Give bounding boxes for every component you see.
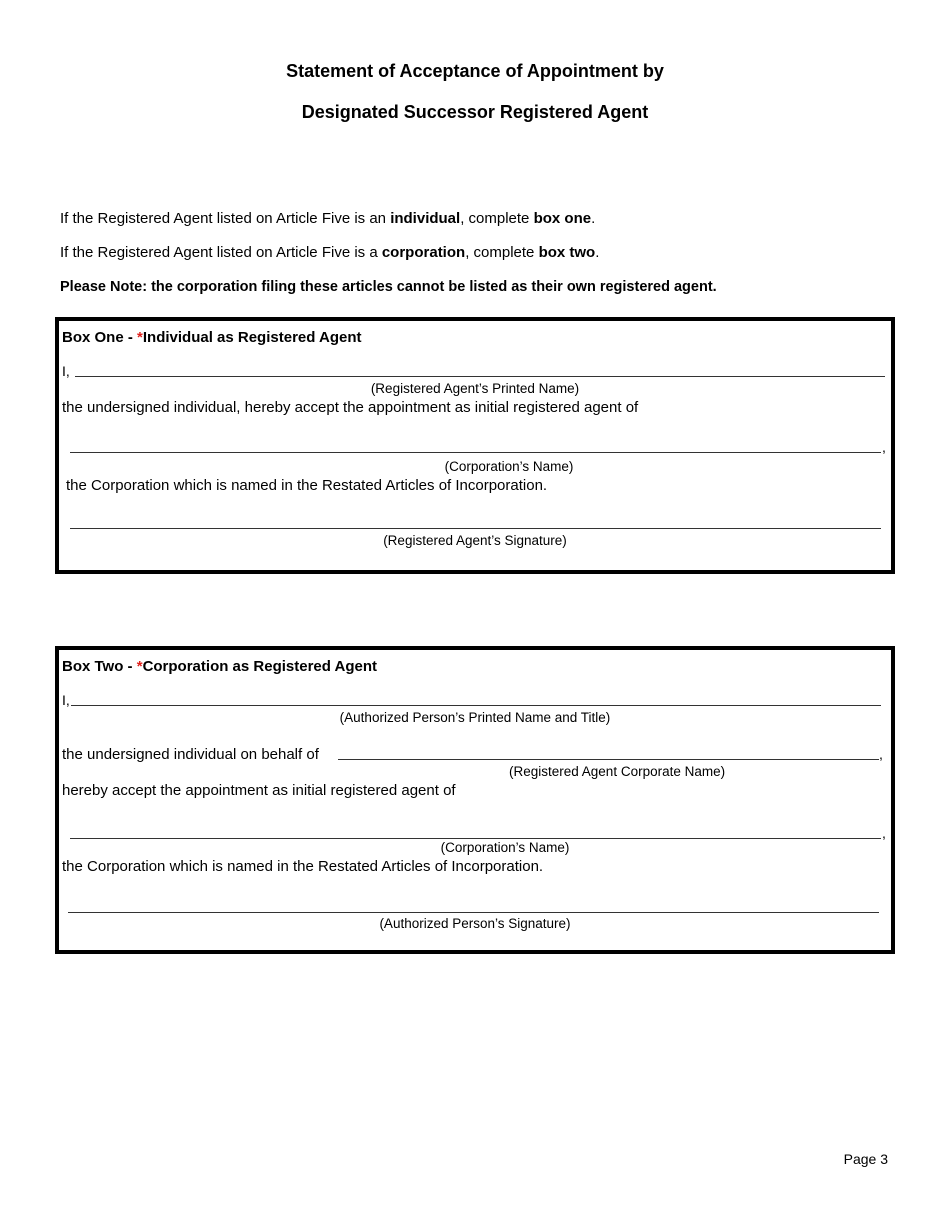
registered-agent-corporate-name-caption: (Registered Agent Corporate Name)	[509, 764, 726, 779]
box-two-title	[62, 658, 377, 675]
registered-agent-signature-line[interactable]	[70, 528, 881, 529]
box-two	[55, 646, 895, 954]
registered-agent-signature-caption: (Registered Agent’s Signature)	[383, 533, 567, 548]
required-asterisk: *	[137, 329, 143, 346]
box-two-behalf-comma: ,	[879, 746, 883, 762]
page-number: Page 3	[843, 1151, 888, 1167]
box-one-accept-text: the undersigned individual, hereby accept the appointment as initial registered agent of	[62, 399, 639, 416]
registered-agent-printed-name-line[interactable]	[75, 376, 885, 377]
box-one-title-prefix: Box One -	[62, 329, 138, 346]
box-two-behalf-text: the undersigned individual on behalf of	[62, 746, 319, 763]
instruction-corporation-prefix: If the Registered Agent listed on Article Five is a	[60, 244, 382, 261]
authorized-person-signature-line[interactable]	[68, 912, 879, 913]
instruction-box-one-ref: box one	[533, 210, 592, 227]
authorized-person-signature-caption: (Authorized Person’s Signature)	[379, 916, 571, 931]
please-note: Please Note: the corporation filing these articles cannot be listed as their own registered agent.	[60, 279, 717, 295]
box-two-comma: ,	[882, 825, 886, 841]
required-asterisk: *	[136, 658, 143, 675]
box-one	[55, 317, 895, 574]
box-one-title	[62, 329, 362, 346]
document-title-line-1: Statement of Acceptance of Appointment by	[286, 61, 664, 81]
box-two-title-text: Corporation as Registered Agent	[142, 658, 378, 675]
box-two-corporation-name-caption: (Corporation’s Name)	[440, 840, 570, 855]
box-two-corporation-text: the Corporation which is named in the Restated Articles of Incorporation.	[62, 858, 544, 875]
box-one-title-text: Individual as Registered Agent	[142, 329, 362, 346]
box-one-comma: ,	[882, 439, 886, 455]
instruction-box-two-ref: box two	[538, 244, 596, 261]
instruction-individual	[60, 210, 595, 227]
instruction-corporation-emphasis: corporation	[381, 244, 466, 261]
authorized-person-printed-name-caption: (Authorized Person’s Printed Name and Title)	[339, 710, 611, 725]
instruction-individual-suffix: .	[591, 210, 596, 227]
box-two-i-label: I,	[62, 692, 70, 708]
registered-agent-printed-name-caption: (Registered Agent’s Printed Name)	[370, 381, 580, 396]
authorized-person-printed-name-line[interactable]	[71, 705, 881, 706]
registered-agent-corporate-name-line[interactable]	[338, 759, 879, 760]
instruction-individual-middle: , complete	[460, 210, 534, 227]
box-one-corporation-name-line[interactable]	[70, 452, 881, 453]
box-one-corporation-text: the Corporation which is named in the Restated Articles of Incorporation.	[66, 477, 548, 494]
box-two-corporation-name-line[interactable]	[70, 838, 881, 839]
instruction-individual-emphasis: individual	[390, 210, 461, 227]
box-one-i-label: I,	[62, 363, 70, 379]
instruction-individual-prefix: If the Registered Agent listed on Article Five is an	[60, 210, 391, 227]
instruction-corporation-middle: , complete	[465, 244, 539, 261]
instruction-corporation	[60, 244, 599, 261]
box-two-accept-text: hereby accept the appointment as initial registered agent of	[62, 782, 456, 799]
document-title-line-2: Designated Successor Registered Agent	[301, 102, 649, 122]
box-two-title-prefix: Box Two -	[62, 658, 137, 675]
instruction-corporation-suffix: .	[595, 244, 600, 261]
box-one-corporation-name-caption: (Corporation’s Name)	[444, 459, 574, 474]
